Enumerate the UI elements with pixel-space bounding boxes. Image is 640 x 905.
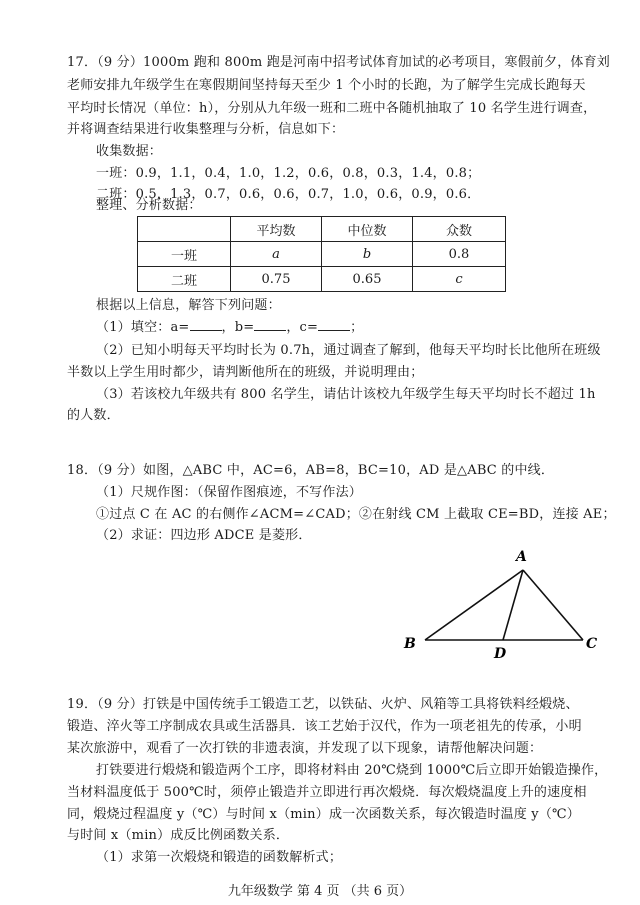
q19-para-line-2: 当材料温度低于 500℃时，须停止锻造并立即进行再次煅烧．每次煅烧温度上升的速度相: [67, 785, 587, 800]
label-a: A: [516, 549, 527, 565]
q17-class1-data: 一班：0.9，1.1，0.4，1.0，1.2，0.6，0.8，0.3，1.4，0.8；: [96, 166, 481, 181]
table-header-cell: 众数: [413, 217, 506, 242]
label-d: D: [494, 646, 507, 662]
q19-para-line-1: 打铁要进行煅烧和锻造两个工序，即将材料由 20℃烧到 1000℃后立即开始锻造操作，: [96, 763, 608, 778]
table-cell: 一班: [138, 242, 231, 267]
q18-line-4: （2）求证：四边形 ADCE 是菱形．: [96, 528, 312, 543]
answer-blank-c: [318, 318, 350, 331]
q17-stats-table: [137, 216, 506, 292]
q18-line-1: 18．（9 分）如图，△ABC 中，AC=6，AB=8，BC=10，AD 是△ABC 的中线．: [67, 463, 555, 478]
table-cell: 0.75: [231, 267, 322, 292]
table-header-cell: [138, 217, 231, 242]
q17-analyze-title: 整理、分析数据：: [96, 198, 202, 213]
q17-part3-line-1: （3）若该校九年级共有 800 名学生，请估计该校九年级学生每天平均时长不超过 1h: [96, 387, 596, 402]
table-header-row: [138, 217, 506, 242]
segment-ac: [523, 570, 583, 640]
table-cell: 0.65: [322, 267, 413, 292]
part1-c: ，c=: [286, 320, 319, 335]
table-cell: c: [413, 267, 506, 292]
table-cell: 二班: [138, 267, 231, 292]
q19-para-line-4: 与时间 x（min）成反比例函数关系．: [67, 828, 290, 843]
q19-para-line-3: 同，煅烧过程温度 y（℃）与时间 x（min）成一次函数关系，每次锻造时温度 y（℃）: [67, 807, 580, 822]
part1-b: ，b=: [221, 320, 255, 335]
q17-intro-line-1: 17．（9 分）1000m 跑和 800m 跑是河南中招考试体育加试的必考项目，寒假前夕，体育刘: [67, 55, 610, 70]
q19-intro-line-1: 19．（9 分）打铁是中国传统手工锻造工艺，以铁砧、火炉、风箱等工具将铁料经煅烧、: [67, 697, 579, 712]
q17-prompt: 根据以上信息，解答下列问题：: [96, 298, 281, 313]
answer-blank-a: [190, 318, 222, 331]
q17-intro-line-2: 老师安排九年级学生在寒假期间坚持每天至少 1 个小时的长跑，为了解学生完成长跑每天: [67, 78, 586, 93]
q19-intro-line-3: 某次旅游中，观看了一次打铁的非遗表演，并发现了以下现象，请帮他解决问题：: [67, 741, 543, 756]
label-c: C: [586, 636, 598, 652]
segment-ab: [425, 570, 523, 640]
q17-part1: [96, 318, 636, 338]
table-cell: b: [322, 242, 413, 267]
table-header-cell: 平均数: [231, 217, 322, 242]
q18-line-2: （1）尺规作图：（保留作图痕迹，不写作法）: [96, 485, 362, 500]
q17-part3-line-2: 的人数．: [67, 408, 120, 423]
page-footer: 九年级数学 第 4 页 （共 6 页）: [227, 884, 413, 899]
table-cell: 0.8: [413, 242, 506, 267]
label-b: B: [404, 636, 416, 652]
table-cell: a: [231, 242, 322, 267]
answer-blank-b: [254, 318, 286, 331]
q17-part2-line-1: （2）已知小明每天平均时长为 0.7h，通过调查了解到，他每天平均时长比他所在班级: [96, 343, 601, 358]
table-header-cell: 中位数: [322, 217, 413, 242]
q19-part1: （1）求第一次煅烧和锻造的函数解析式；: [96, 850, 343, 865]
table-row: [138, 267, 506, 292]
triangle-figure: [395, 540, 605, 665]
part1-end: ；: [350, 320, 364, 335]
part1-prefix: （1）填空：a=: [96, 320, 190, 335]
q17-intro-line-3: 平均时长情况（单位：h），分别从九年级一班和二班中各随机抽取了 10 名学生进行调查，: [67, 101, 597, 116]
q17-collect-title: 收集数据：: [96, 144, 163, 159]
segment-ad: [503, 570, 523, 640]
table-row: [138, 242, 506, 267]
q19-intro-line-2: 锻造、淬火等工序制成农具或生活器具．该工艺始于汉代，作为一项老祖先的传承，小明: [67, 719, 582, 734]
q17-class2-data: 二班：0.5，1.3，0.7，0.6，0.6，0.7，1.0，0.6，0.9，0.6．: [96, 187, 481, 202]
q18-line-3: ①过点 C 在 AC 的右侧作∠ACM=∠CAD；②在射线 CM 上截取 CE=BD，连接 AE；: [96, 507, 616, 522]
q17-part2-line-2: 半数以上学生用时都少，请判断他所在的班级，并说明理由；: [67, 365, 424, 380]
q17-intro-line-4: 并将调查结果进行收集整理与分析，信息如下：: [67, 122, 345, 137]
